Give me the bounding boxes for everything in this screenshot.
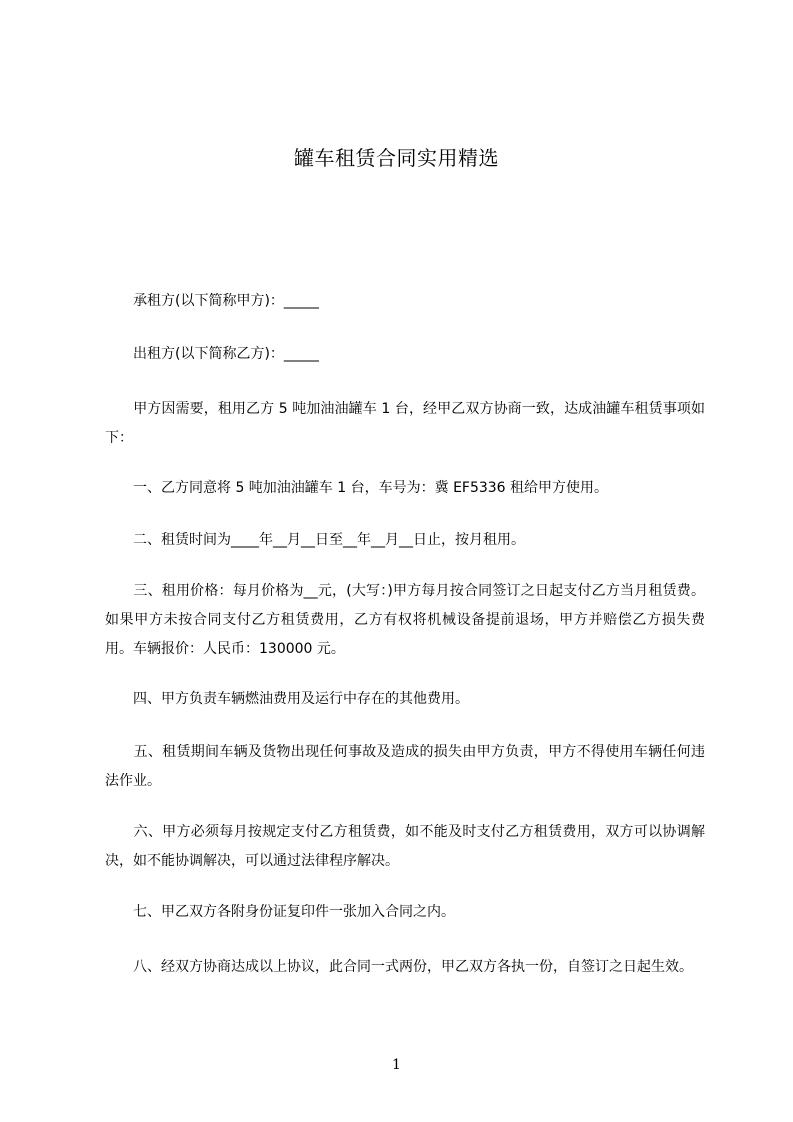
paragraph-lessee: 承租方(以下简称甲方)：_____ bbox=[105, 293, 319, 309]
document-title: 罐车租赁合同实用精选 bbox=[294, 146, 499, 170]
clause-6: 六、甲方必须每月按规定支付乙方租赁费，如不能及时支付乙方租赁费用，双方可以协调解决，如不能协调解决，可以通过法律程序解决。 bbox=[105, 824, 705, 869]
clause-3: 三、租用价格：每月价格为__元，(大写：)甲方每月按合同签订之日起支付乙方当月租赁费。如果甲方未按合同支付乙方租赁费用，乙方有权将机械设备提前退场，甲方并赔偿乙方损失费用。车辆报价：人民币：130000 元。 bbox=[105, 583, 705, 657]
page-number: 1 bbox=[392, 1057, 401, 1073]
clause-5: 五、租赁期间车辆及货物出现任何事故及造成的损失由甲方负责，甲方不得使用车辆任何违法作业。 bbox=[105, 744, 705, 789]
clause-4: 四、甲方负责车辆燃油费用及运行中存在的其他费用。 bbox=[105, 691, 469, 707]
clause-2: 二、租赁时间为____年__月__日至__年__月__日止，按月租用。 bbox=[105, 532, 525, 548]
clause-1: 一、乙方同意将 5 吨加油油罐车 1 台，车号为：冀 EF5336 租给甲方使用。 bbox=[105, 480, 609, 496]
paragraph-lessor: 出租方(以下简称乙方)：_____ bbox=[105, 346, 319, 362]
paragraph-intro: 甲方因需要，租用乙方 5 吨加油油罐车 1 台，经甲乙双方协商一致，达成油罐车租赁事项如下： bbox=[105, 401, 705, 446]
clause-8: 八、经双方协商达成以上协议，此合同一式两份，甲乙双方各执一份，自签订之日起生效。 bbox=[105, 959, 693, 975]
clause-7: 七、甲乙双方各附身份证复印件一张加入合同之内。 bbox=[105, 904, 455, 920]
